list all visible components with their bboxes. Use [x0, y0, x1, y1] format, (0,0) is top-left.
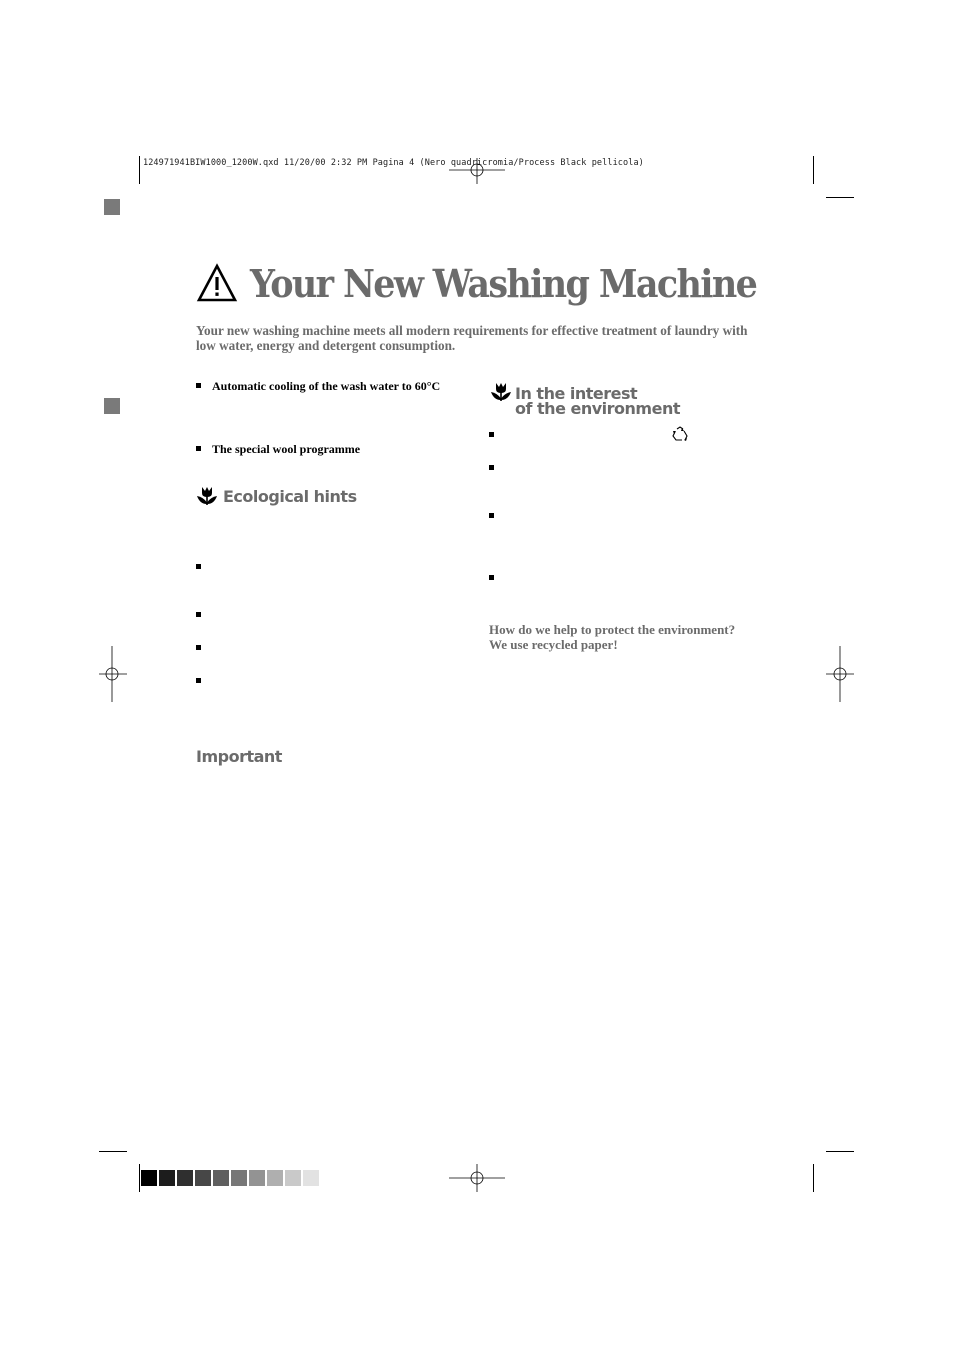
bullet-marker [489, 513, 494, 518]
bullet-marker [196, 612, 201, 617]
color-swatch [285, 1170, 301, 1186]
section-heading-environment-line1: In the interest [515, 384, 638, 403]
recycled-paper-note [489, 622, 735, 652]
bullet-marker [196, 383, 201, 388]
feature-item: Automatic cooling of the wash water to 60°C [212, 379, 441, 393]
bullet-marker [196, 446, 201, 451]
crop-mark [813, 156, 814, 184]
warning-triangle-icon [196, 263, 238, 303]
color-swatch [231, 1170, 247, 1186]
tulip-icon [490, 382, 512, 402]
crop-mark [813, 1164, 814, 1192]
recycled-paper-note-line2: We use recycled paper! [489, 637, 618, 652]
margin-tab [104, 398, 120, 414]
print-color-bar [141, 1170, 319, 1186]
color-swatch [141, 1170, 157, 1186]
page-heading [196, 258, 800, 308]
bullet-marker [196, 645, 201, 650]
color-swatch [267, 1170, 283, 1186]
section-heading-ecological-hints: Ecological hints [223, 487, 357, 506]
registration-mark-icon [826, 646, 854, 702]
margin-tab [104, 199, 120, 215]
tulip-icon [196, 486, 218, 506]
color-swatch [249, 1170, 265, 1186]
bullet-marker [489, 575, 494, 580]
bullet-marker [196, 678, 201, 683]
print-slug: 124971941BIW1000_1200W.qxd 11/20/00 2:32 PM Pagina 4 (Nero quadricromia/Process Black pellicola) [143, 158, 644, 168]
color-swatch [195, 1170, 211, 1186]
color-swatch [213, 1170, 229, 1186]
bullet-marker [489, 465, 494, 470]
crop-mark [826, 197, 854, 198]
recycle-icon [671, 426, 689, 442]
bullet-marker [489, 432, 494, 437]
bullet-marker [196, 564, 201, 569]
registration-mark-icon [449, 158, 505, 184]
section-heading-environment-line2: of the environment [515, 399, 680, 418]
color-swatch [177, 1170, 193, 1186]
color-swatch [303, 1170, 319, 1186]
crop-mark [139, 1164, 140, 1192]
page-title: Your New Washing Machine [250, 260, 757, 306]
feature-item: The special wool programme [212, 442, 361, 456]
intro-paragraph: Your new washing machine meets all modern requirements for effective treatment of laundry with low water, energy and detergent consumption. [196, 323, 748, 353]
crop-mark [826, 1151, 854, 1152]
section-heading-important: Important [196, 747, 282, 766]
crop-mark [99, 1151, 127, 1152]
recycled-paper-note-line1: How do we help to protect the environment? [489, 622, 736, 637]
registration-mark-icon [99, 646, 127, 702]
registration-mark-icon [449, 1164, 505, 1192]
crop-mark [139, 156, 140, 184]
color-swatch [159, 1170, 175, 1186]
